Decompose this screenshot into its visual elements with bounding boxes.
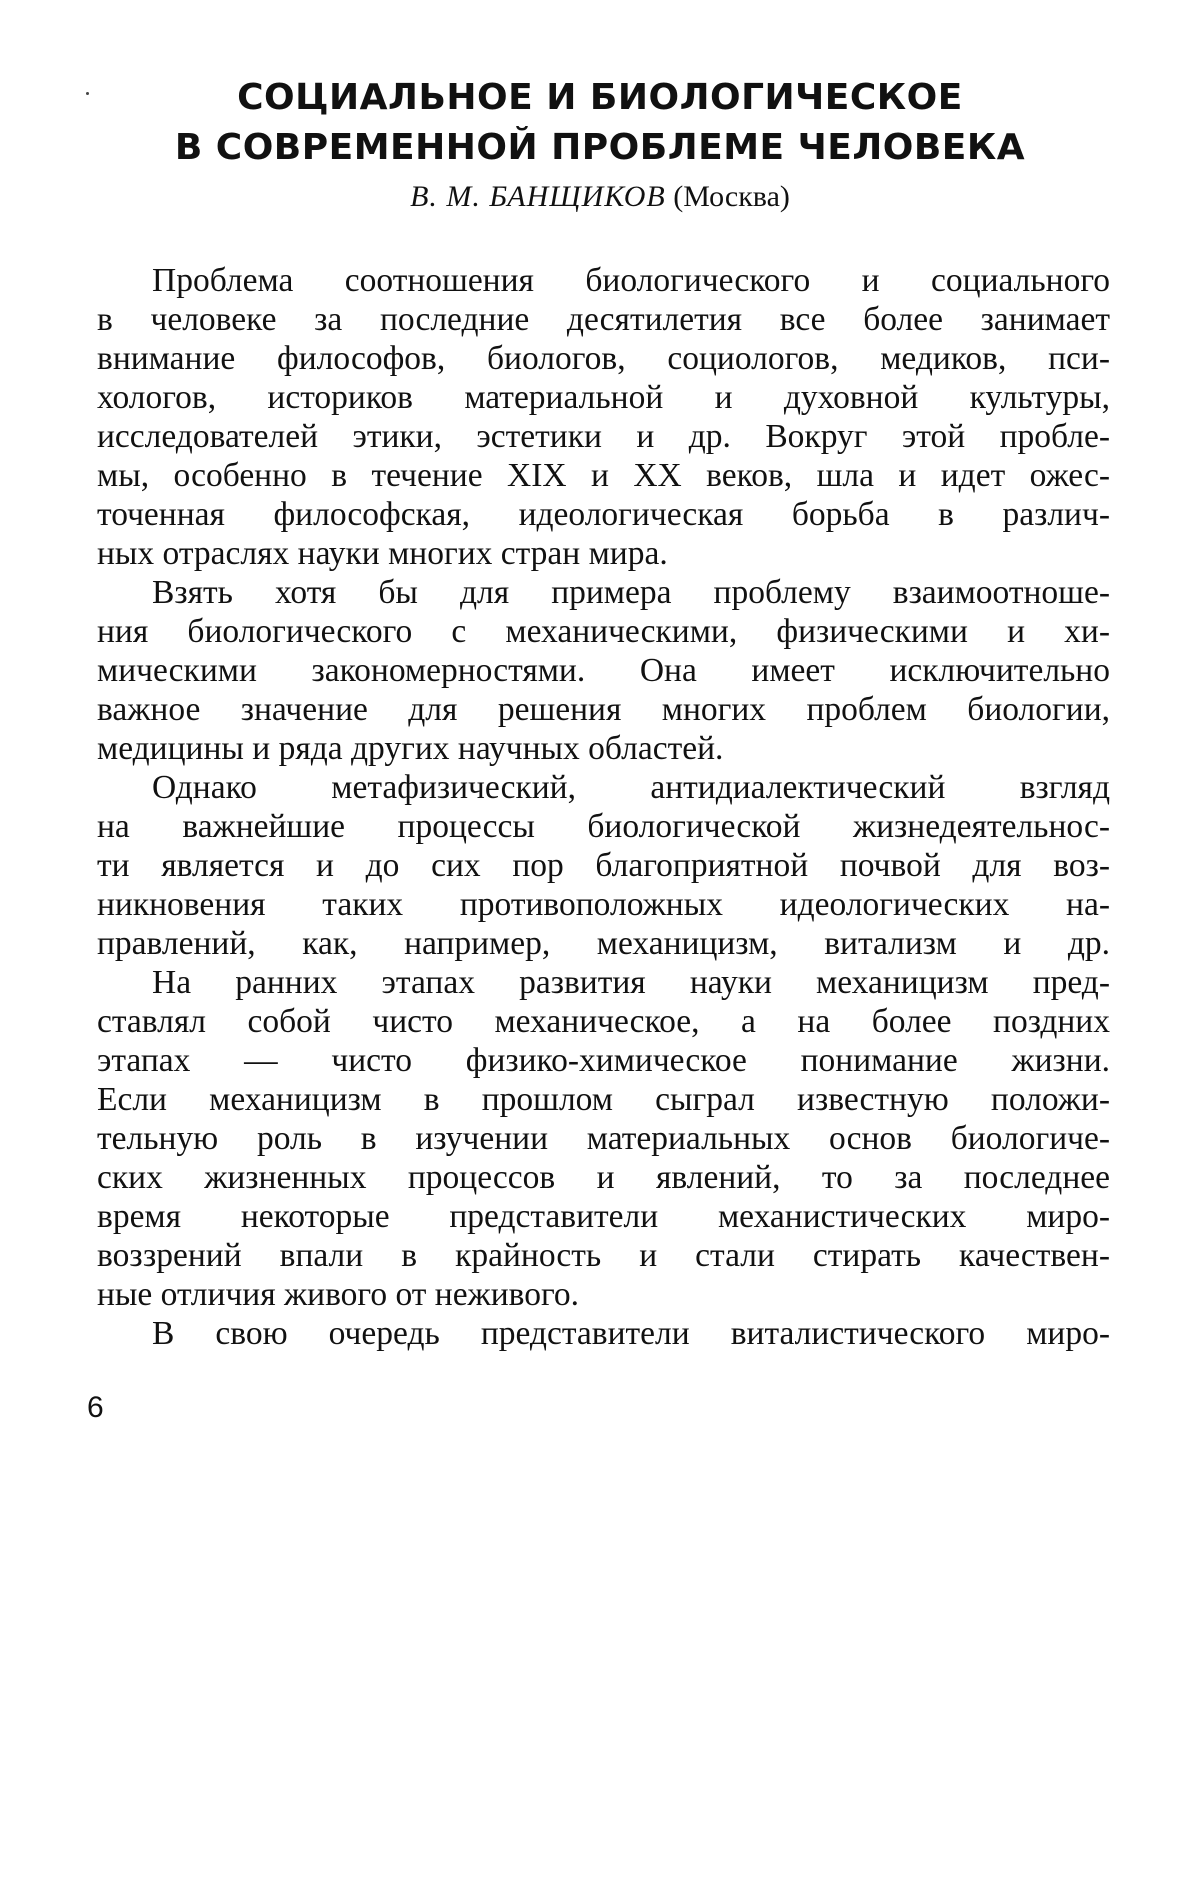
text-line: точенная философская, идеологическая борьба в различ- <box>97 496 1110 533</box>
text-line: мы, особенно в течение XIX и XX веков, шла и идет ожес- <box>97 457 1110 494</box>
text-line: в человеке за последние десятилетия все более занимает <box>97 301 1110 338</box>
text-line: внимание философов, биологов, социологов, медиков, пси- <box>97 340 1110 377</box>
print-speck <box>86 92 89 95</box>
text-line: Если механицизм в прошлом сыграл известную положи- <box>97 1081 1110 1118</box>
page-number: 6 <box>87 1391 104 1424</box>
author-name: В. М. БАНЩИКОВ <box>410 180 666 213</box>
text-line: ставлял собой чисто механическое, а на более поздних <box>97 1003 1110 1040</box>
text-line: мическими закономерностями. Она имеет исключительно <box>97 652 1110 689</box>
text-line: На ранних этапах развития науки механицизм пред- <box>152 964 1110 1001</box>
author-location: (Москва) <box>673 180 790 213</box>
text-line: Проблема соотношения биологического и социального <box>152 262 1110 299</box>
article-title-line-2: В СОВРЕМЕННОЙ ПРОБЛЕМЕ ЧЕЛОВЕКА <box>174 127 1026 168</box>
text-line: ные отличия живого от неживого. <box>97 1276 580 1313</box>
text-line: важное значение для решения многих проблем биологии, <box>97 691 1110 728</box>
text-line: В свою очередь представители виталистического миро- <box>152 1315 1110 1352</box>
article-title-line-1: СОЦИАЛЬНОЕ И БИОЛОГИЧЕСКОЕ <box>237 77 963 118</box>
byline <box>100 178 1100 216</box>
text-line: воззрений впали в крайность и стали стирать качествен- <box>97 1237 1110 1274</box>
text-line: ных отраслях науки многих стран мира. <box>97 535 668 572</box>
text-line: исследователей этики, эстетики и др. Вокруг этой пробле- <box>97 418 1110 455</box>
text-line: хологов, историков материальной и духовной культуры, <box>97 379 1110 416</box>
text-line: время некоторые представители механистических миро- <box>97 1198 1110 1235</box>
text-line: ти является и до сих пор благоприятной почвой для воз- <box>97 847 1110 884</box>
text-line: на важнейшие процессы биологической жизнедеятельнос- <box>97 808 1110 845</box>
text-line: ских жизненных процессов и явлений, то за последнее <box>97 1159 1110 1196</box>
text-line: Взять хотя бы для примера проблему взаимоотноше- <box>152 574 1110 611</box>
text-line: ния биологического с механическими, физическими и хи- <box>97 613 1110 650</box>
text-line: медицины и ряда других научных областей. <box>97 730 724 767</box>
text-line: правлений, как, например, механицизм, витализм и др. <box>97 925 1110 962</box>
text-line: этапах — чисто физико-химическое понимание жизни. <box>97 1042 1110 1079</box>
text-line: тельную роль в изучении материальных основ биологиче- <box>97 1120 1110 1157</box>
text-line: Однако метафизический, антидиалектический взгляд <box>152 769 1110 806</box>
text-line: никновения таких противоположных идеологических на- <box>97 886 1110 923</box>
